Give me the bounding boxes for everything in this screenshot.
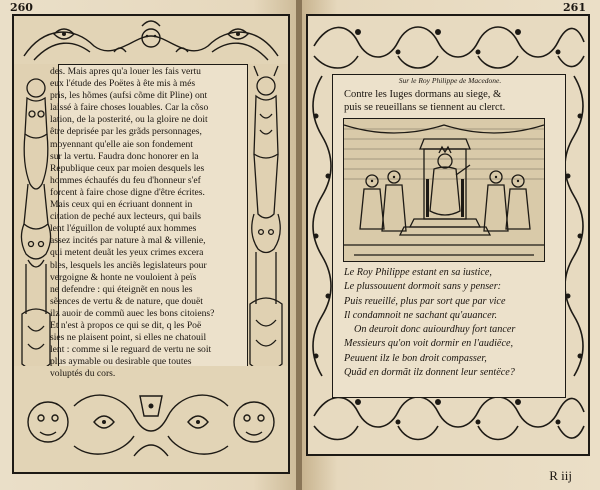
text-line: eux l'étude des Poëtes à ête mis à més bbox=[50, 78, 196, 90]
text-line: lation, de la posterité, ou la gloire ne doit bbox=[50, 114, 208, 126]
text-line: Republique ceux par moien desquels les bbox=[50, 162, 205, 174]
text-line: pris, les hõmes (aufsi cõme dit Pline) ont bbox=[50, 90, 208, 102]
text-line: lent l'éguillon de volupté aux hommes bbox=[50, 223, 197, 235]
verse-line: Messieurs qu'on voit dormir en l'audiëce, bbox=[344, 338, 514, 350]
text-line: forcent à faire chose digne d'être écrites. bbox=[50, 186, 205, 198]
signature-mark: R iij bbox=[549, 468, 572, 483]
verse-line: Peuuent ilz le bon droit compasser, bbox=[344, 352, 487, 364]
text-line: qui metent deuãt les yeux crimes excera bbox=[50, 247, 204, 259]
text-line: moyennant qu'elle aie son fondement bbox=[50, 138, 193, 150]
text-line: lent : comme si le reguard de vertu ne soit bbox=[50, 344, 212, 356]
text-line: ne defendre : qui éteignẽt en nous les bbox=[50, 283, 193, 295]
verse-line: Le plussouuent dormoit sans y penser: bbox=[344, 281, 502, 293]
text-line: citation de peché aux lecteurs, qui bails bbox=[50, 211, 202, 223]
heading-line: puis se reueillans se tiennent au clerct. bbox=[344, 102, 506, 113]
text-line: bles, lesquels les anciẽs legislateurs pour bbox=[50, 259, 207, 271]
bottom-mask-ornament-icon bbox=[14, 366, 288, 472]
verse-line: Quãd en dormãt ilz donnent leur sentëce? bbox=[344, 367, 515, 379]
text-line: Mais ceux qui en écriuant donnent in bbox=[50, 199, 193, 211]
text-line: laissé à faire choses louables. Car la cõso bbox=[50, 102, 209, 114]
text-line: ilz auoir de commũ auec les bons citoiens? bbox=[50, 307, 215, 319]
text-line: voluptés du cors. bbox=[50, 368, 116, 380]
text-line: assez incités par nature à mal & villenie, bbox=[50, 235, 206, 247]
text-line: plus aymable ou desirable que toutes bbox=[50, 356, 192, 368]
text-line: vergoigne & honte ne vouloient à peïs bbox=[50, 271, 197, 283]
text-line: hommes échaufés du feu d'honneur s'ef bbox=[50, 174, 201, 186]
text-line: sẽences de vertu & de nature, que douët bbox=[50, 295, 203, 307]
verse-line: On deuroit donc auiourdhuy fort tancer bbox=[354, 324, 516, 336]
verse-line: Il condamnoit ne sachant qu'auancer. bbox=[344, 309, 497, 321]
right-page-number: 261 bbox=[563, 1, 586, 14]
text-line: être deprisée par les grãds personnages, bbox=[50, 126, 202, 138]
left-page-number: 260 bbox=[10, 1, 33, 14]
emblem-verse bbox=[344, 266, 566, 380]
left-page-body-text bbox=[50, 66, 290, 380]
verse-line: Le Roy Philippe estant en sa iustice, bbox=[344, 267, 492, 278]
text-line: des. Mais apres qu'a louer les fais vertu bbox=[50, 66, 201, 77]
text-line: sur la vertu. Faudra donc honorer en la bbox=[50, 150, 199, 162]
verse-line: Puis reueillé, plus par sort que par vice bbox=[344, 295, 506, 307]
heading-line: Contre les Iuges dormans au siege, & bbox=[344, 89, 502, 100]
emblem-caption: Sur le Roy Philippe de Macedone. bbox=[398, 76, 502, 85]
text-line: Et n'est à propos ce qui se dit, q les Poë bbox=[50, 319, 202, 331]
king-enthroned-woodcut-icon bbox=[343, 118, 545, 262]
text-line: sies ne plaisent point, si elles ne chatouil bbox=[50, 332, 207, 344]
top-grotesque-ornament-icon bbox=[14, 16, 288, 64]
emblem-heading bbox=[344, 88, 564, 114]
